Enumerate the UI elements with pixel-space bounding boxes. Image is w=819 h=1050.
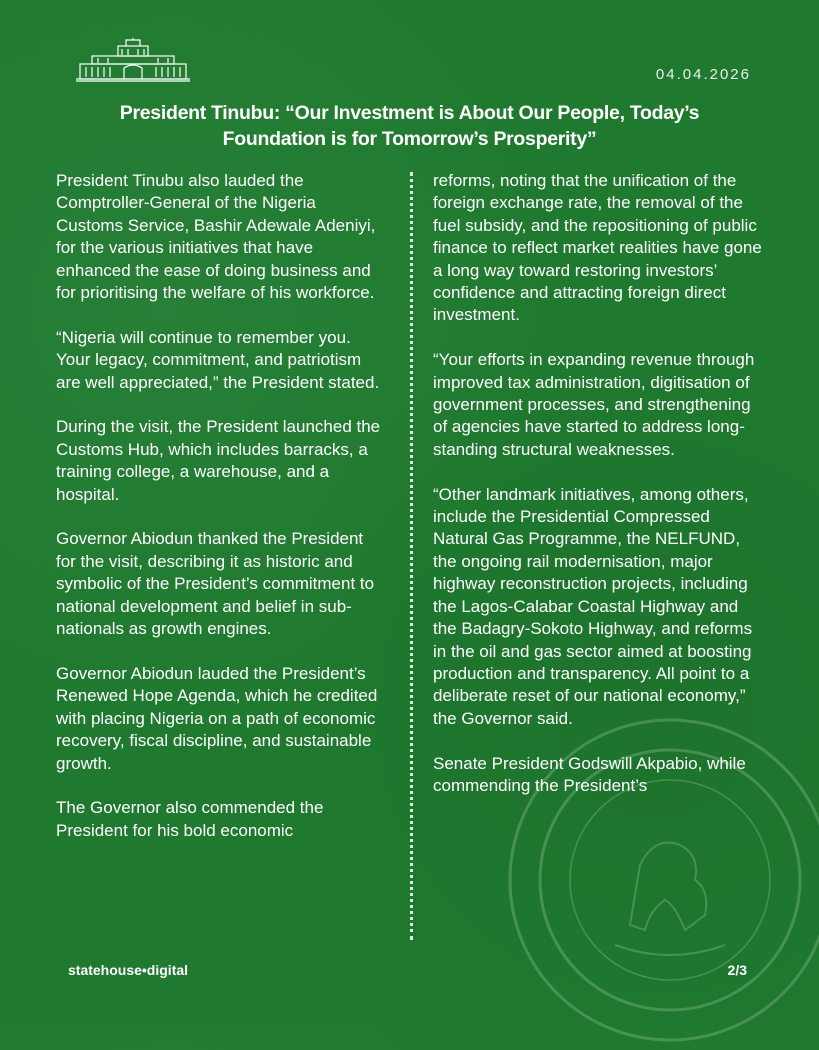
column-divider [410,172,413,940]
paragraph: The Governor also commended the President for his bold economic [56,798,324,840]
paragraph: reforms, noting that the unification of the foreign exchange rate, the removal of the fuel subsidy, and the repositioning of public finance to reflect market realities have gone a long way toward restoring investors’ confidence and attracting foreign direct investment. [433,171,762,325]
paragraph: Senate President Godswill Akpabio, while commending the President’s [433,753,746,795]
article-right-column [433,170,763,820]
paragraph: Governor Abiodun lauded the President’s Renewed Hope Agenda, which he credited with placing Nigeria on a path of economic recovery, fiscal discipline, and sustainable growth. [56,663,378,773]
footer-brand: statehouse•digital [68,962,189,978]
paragraph: “Nigeria will continue to remember you. Your legacy, commitment, and patriotism are well appreciated,” the President stated. [56,327,380,392]
headline [60,100,759,152]
headline-line-2: Foundation is for Tomorrow’s Prosperity” [222,128,597,150]
statehouse-building-icon [74,38,192,82]
paragraph: President Tinubu also lauded the Comptroller-General of the Nigeria Customs Service, Bashir Adewale Adeniyi, for the various initiatives that have enhanced the ease of doing business and for prioritising the welfare of his workforce. [56,171,376,303]
article-left-column [56,170,386,865]
paragraph: “Your efforts in expanding revenue through improved tax administration, digitisation of government processes, and strengthening of agencies have started to address long-standing structural weaknesses. [433,350,755,459]
post-date: 04.04.2026 [655,66,751,83]
headline-line-1: President Tinubu: “Our Investment is About Our People, Today’s [119,102,700,124]
paragraph: During the visit, the President launched the Customs Hub, which includes barracks, a training college, a warehouse, and a hospital. [56,417,381,504]
paragraph: Governor Abiodun thanked the President for the visit, describing it as historic and symbolic of the President’s commitment to national development and belief in sub-nationals as growth engines. [56,529,375,639]
paragraph: “Other landmark initiatives, among others, include the Presidential Compressed Natural Gas Programme, the NELFUND, the ongoing rail modernisation, major highway reconstruction projects, including the Lagos-Calabar Coastal Highway and the Badagry-Sokoto Highway, and reforms in the oil and gas sector aimed at boosting production and transparency. All point to a deliberate reset of our national economy,” the Governor said. [433,484,753,728]
page-number: 2/3 [727,962,747,978]
